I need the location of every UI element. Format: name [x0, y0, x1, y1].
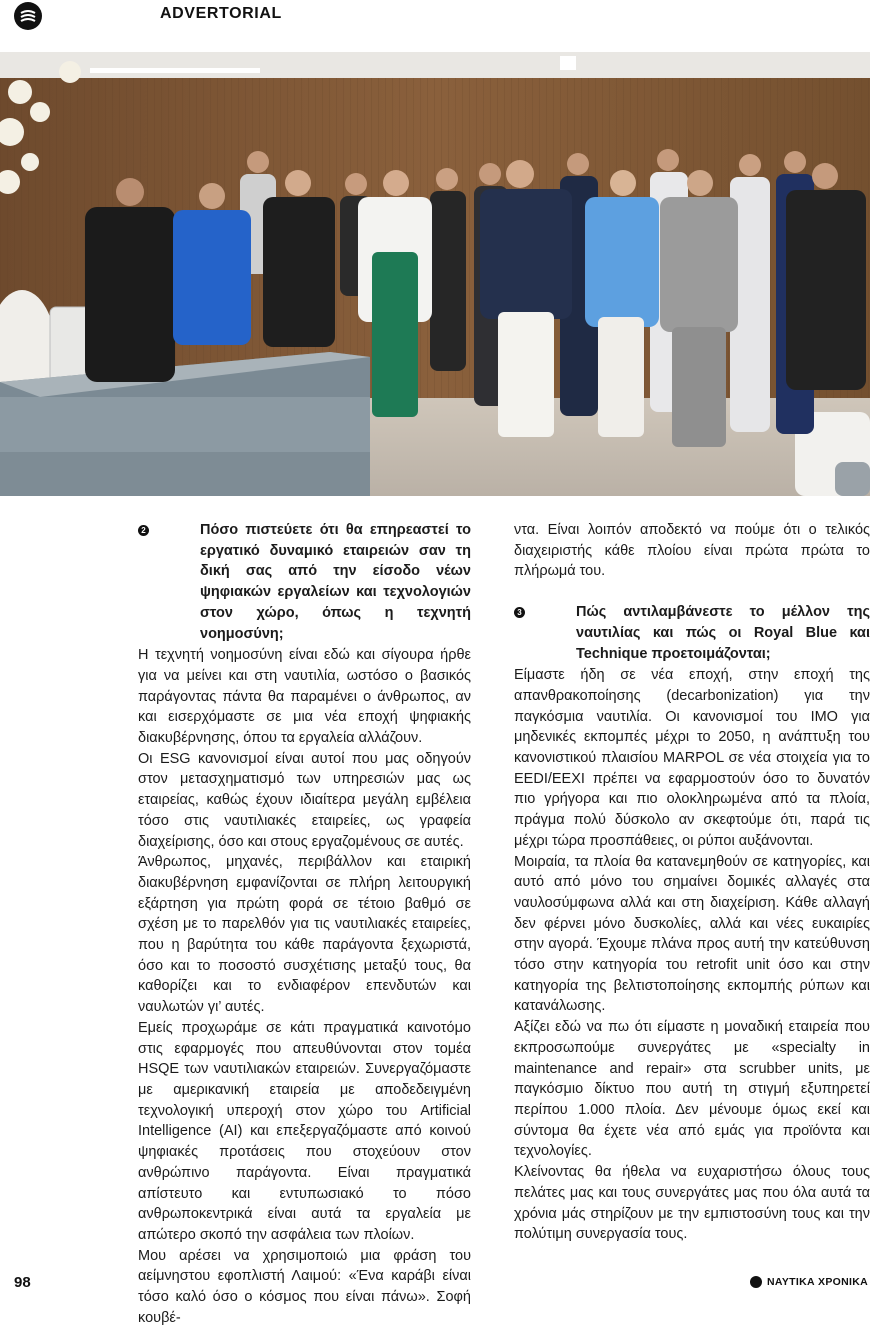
paragraph: Η τεχνητή νοημοσύνη είναι εδώ και σίγουρα ήρθε για να μείνει και στη ναυτιλία, ωστόσο ο βασικός παράγοντας πάντα θα παραμένει ο άνθρωπος, αν και εισερχόμαστε σε μια νέα εποχή ψηφιακής διακυβέρνησης, όπου τα εργαλεία αλλάζουν.	[138, 647, 471, 747]
paragraph: Μου αρέσει να χρησιμοποιώ μια φράση του αείμνηστου εφοπλιστή Λαιμού: «Ένα καράβι είναι τόσο καλό όσο ο κόσμος που είναι πάνω». Σοφή κουβέ-	[138, 1247, 471, 1326]
footer-brand	[750, 1276, 868, 1288]
paragraph: Εμείς προχωράμε σε κάτι πραγματικά καινοτόμο στις εφαρμογές που απευθύνονται στον τομέα HSQE των ναυτιλιακών εταιρειών. Συνεργαζόμαστε με αμερικανική εταιρεία με αποδεδειγμένη τεχνολογική υπεροχή στον χώρο του Artificial Intelligence (AI) και επεξεργαζόμαστε από κοινού ψηφιακές προτάσεις που στοχεύουν στον ανθρώπινο παράγοντα. Είναι πραγματικά απίστευτο και εντυπωσιακό το πόσο ανθρωποκεντρικά είναι αυτά τα εργαλεία με απώτερο σκοπό την ασφάλεια των πλοίων.	[138, 1019, 471, 1243]
paragraph: Οι ESG κανονισμοί είναι αυτοί που μας οδηγούν στον μετασχηματισμό των υπηρεσιών μας ως εταιρείας, καθώς έχουν ιδιαίτερα μεγάλη εμβέλεια τόσο στις ναυτιλιακές εταιρείες, ως γραφεία διαχείρισης, όσο και στους εργαζομένους σε αυτές.	[138, 750, 471, 850]
brand-name: ΝΑΥΤΙΚΑ ΧΡΟΝΙΚΑ	[767, 1276, 868, 1288]
magazine-logo-icon	[14, 2, 42, 30]
paragraph: Μοιραία, τα πλοία θα κατανεμηθούν σε κατηγορίες, και αυτό από μόνο του σημαίνει δομικές αλλαγές στα ναυλοσύμφωνα αλλά και στη διαχείριση. Κάθε αλλαγή δεν φέρνει μόνο δυσκολίες, αλλά και νέες ευκαιρίες στην αγορά. Έχουμε πλάνα προς αυτή την κατεύθυνση τόσο στην κατηγορία του retrofit unit όσο και στην κατηγορία της βελτιστοποίησης εκπομπής ρύπων και κατανάλωσης.	[514, 853, 870, 1015]
brand-logo-icon	[750, 1276, 762, 1288]
question-3	[514, 602, 870, 664]
question-number-badge: 2	[138, 525, 149, 536]
page-number: 98	[14, 1274, 31, 1291]
paragraph: Είμαστε ήδη σε νέα εποχή, στην εποχή της απανθρακοποίησης (decarbonization) για την παγκόσμια ναυτιλία. Οι κανονισμοί του IMO για μηδενικές εκπομπές μέχρι το 2050, η ανάπτυξη του κανονιστικού πλαισίου MARPOL σε νέα στοιχεία για το EEDI/EEXI πρέπει να εφαρμοστούν όσο το δυνατόν πιο γρήγορα και πιο ολοκληρωμένα από τα πλοία, πράγμα πολύ δύσκολο αν σκεφτούμε ότι, παρά τις μέχρι τώρα προσπάθειες, οι ρύποι αυξάνονται.	[514, 667, 870, 849]
group-photo	[0, 52, 870, 496]
question-number-badge: 3	[514, 607, 525, 618]
question-2-text: Πόσο πιστεύετε ότι θα επηρεαστεί το εργατικό δυναμικό εταιρειών σαν τη δική σας από την είσοδο νέων ψηφιακών εργαλείων και τεχνολογιών στον χώρο, όπως η τεχνητή νοημοσύνη;	[200, 522, 471, 642]
question-2	[138, 520, 471, 644]
paragraph-continued: ντα. Είναι λοιπόν αποδεκτό να πούμε ότι ο τελικός διαχειριστής κάθε πλοίου είναι πρώτα πρώτα το πλήρωμά του.	[514, 522, 870, 580]
paragraph: Άνθρωπος, μηχανές, περιβάλλον και εταιρική διακυβέρνηση εμφανίζονται σε πλήρη λειτουργική εξάρτηση για πρώτη φορά σε τέτοιο βαθμό σε σχέση με το παρελθόν για τις ναυτιλιακές εταιρείες, που η βαρύτητα του κάθε παράγοντα ξεχωριστά, όσο και το ποσοστό συσχέτισης μεταξύ τους, θα καθορίζει και το ενδιαφέρον επενδυτών και ναυλωτών γι’ αυτές.	[138, 854, 471, 1016]
question-3-text: Πώς αντιλαμβάνεστε το μέλλον της ναυτιλίας και πώς οι Royal Blue και Technique προετοιμάζονται;	[576, 604, 870, 662]
article-column-right	[514, 520, 870, 1245]
section-label: ADVERTORIAL	[160, 5, 282, 22]
article-column-left	[138, 520, 471, 1328]
paragraph: Αξίζει εδώ να πω ότι είμαστε η μοναδική εταιρεία που εκπροσωπούμε συνεργάτες με «specialty in maintenance and repair» στα scrubber units, με παγκόσμιο δίκτυο που αυτή τη στιγμή εξυπηρετεί περίπου 1.000 πλοία. Δεν μένουμε όμως εκεί και σύντομα θα έχετε νέα από εμάς για προϊόντα και τεχνολογίες.	[514, 1019, 870, 1160]
paragraph: Κλείνοντας θα ήθελα να ευχαριστήσω όλους τους πελάτες μας και τους συνεργάτες μας που όλα αυτά τα χρόνια μάς στηρίζουν με την εμπιστοσύνη τους και την πολύτιμη συνεργασία τους.	[514, 1164, 870, 1243]
